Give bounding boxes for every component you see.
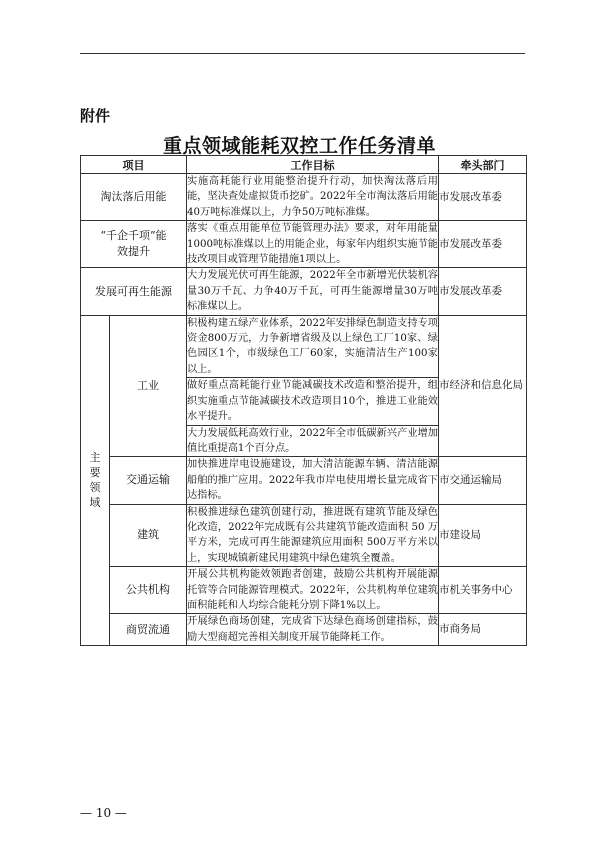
table-row (81, 614, 527, 646)
key-areas-label: 主要领域 (89, 451, 101, 510)
document-title: 重点领域能耗双控工作任务清单 (162, 135, 436, 157)
row-dept: 市机关事务中心 (439, 567, 527, 614)
row-item: 交通运输 (110, 457, 187, 504)
row-goal: 积极构建五绿产业体系，2022年安排绿色制造支持专项资金800万元，力争新增省级及以上绿色工厂10家、绿色园区1个，市级绿色工厂60家，实施清洁生产100家以上。 (187, 315, 439, 378)
row-dept: 市经济和信息化局 (439, 315, 527, 457)
row-goal: 落实《重点用能单位节能管理办法》要求，对年用能量1000吨标准煤以上的用能企业，每家年内组织实施节能技改项目或管理节能措施1项以上。 (187, 221, 439, 268)
row-dept: 市发展改革委 (439, 268, 527, 315)
key-areas-label-cell (81, 315, 110, 646)
row-dept: 市交通运输局 (439, 457, 527, 504)
table-header-row (81, 156, 527, 174)
table-row (81, 221, 527, 268)
header-rule (80, 53, 525, 54)
row-goal: 加快推进岸电设施建设，加大清洁能源车辆、清洁能源船舶的推广应用。2022年我市岸电使用增长量完成省下达指标。 (187, 457, 439, 504)
row-dept: 市商务局 (439, 614, 527, 646)
row-dept: 市建设局 (439, 504, 527, 567)
row-dept: 市发展改革委 (439, 174, 527, 221)
row-item: 建筑 (110, 504, 187, 567)
table-row (81, 174, 527, 221)
row-goal: 大力发展低耗高效行业，2022年全市低碳新兴产业增加值比重提高1个百分点。 (187, 425, 439, 457)
header-item: 项目 (81, 156, 187, 174)
table-row (81, 315, 527, 378)
row-item: 公共机构 (110, 567, 187, 614)
table-row (81, 567, 527, 614)
row-goal: 实施高耗能行业用能整治提升行动，加快淘汰落后用能，坚决查处虚拟货币挖矿。2022年全市淘汰落后用能40万吨标准煤以上，力争50万吨标准煤。 (187, 174, 439, 221)
row-item: “千企千项”能效提升 (81, 221, 187, 268)
row-goal: 做好重点高耗能行业节能减碳技术改造和整治提升，组织实施重点节能减碳技术改造项目10个，推进工业能效水平提升。 (187, 378, 439, 425)
attachment-label: 附件 (80, 107, 111, 125)
table-row (81, 268, 527, 315)
table-row (81, 504, 527, 567)
row-item: 工业 (110, 315, 187, 457)
row-goal: 大力发展光伏可再生能源，2022年全市新增光伏装机容量30万千瓦、力争40万千瓦，可再生能源增量30万吨标准煤以上。 (187, 268, 439, 315)
header-goal: 工作目标 (187, 156, 439, 174)
table-row (81, 457, 527, 504)
row-goal: 开展公共机构能效领跑者创建，鼓励公共机构开展能源托管等合同能源管理模式。2022年，公共机构单位建筑面积能耗和人均综合能耗分别下降1%以上。 (187, 567, 439, 614)
row-goal: 积极推进绿色建筑创建行动，推进既有建筑节能及绿色化改造，2022年完成既有公共建筑节能改造面积 50 万平方米，完成可再生能源建筑应用面积 500万平方米以上，实现城镇新建民用建筑中绿色建筑全覆盖。 (187, 504, 439, 567)
row-item: 商贸流通 (110, 614, 187, 646)
task-table (80, 155, 527, 646)
row-item: 发展可再生能源 (81, 268, 187, 315)
page-number: — 10 — (80, 806, 127, 820)
row-goal: 开展绿色商场创建，完成省下达绿色商场创建指标，鼓励大型商超完善相关制度开展节能降耗工作。 (187, 614, 439, 646)
row-item: 淘汰落后用能 (81, 174, 187, 221)
header-dept: 牵头部门 (439, 156, 527, 174)
row-dept: 市发展改革委 (439, 221, 527, 268)
